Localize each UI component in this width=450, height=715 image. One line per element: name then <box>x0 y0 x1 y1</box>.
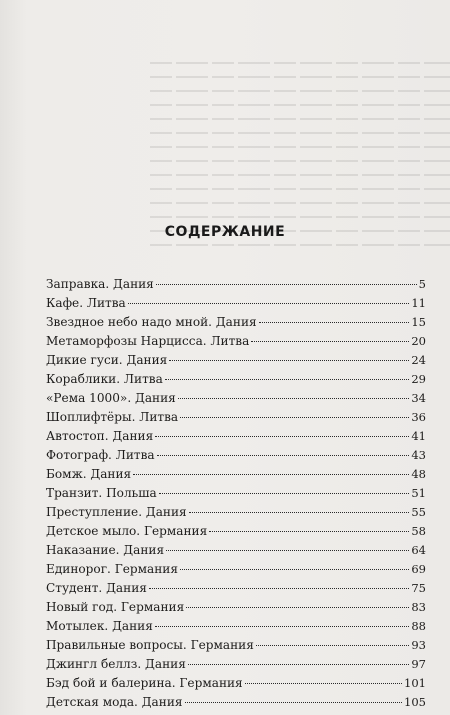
toc-entry-title: Правильные вопросы. Германия <box>46 638 254 652</box>
toc-leader-dots <box>156 284 417 285</box>
toc-entry-title: Звездное небо надо мной. Дания <box>46 315 257 329</box>
toc-leader-dots <box>157 455 410 456</box>
toc-entry <box>46 693 426 712</box>
toc-list <box>46 275 426 712</box>
toc-entry-page: 105 <box>404 695 426 709</box>
toc-leader-dots <box>245 683 402 684</box>
toc-entry-title: Метаморфозы Нарцисса. Литва <box>46 334 250 348</box>
toc-leader-dots <box>133 474 409 475</box>
toc-entry-title: Детское мыло. Германия <box>46 524 208 538</box>
toc-entry <box>46 465 426 484</box>
toc-entry-page: 75 <box>411 581 426 595</box>
toc-entry-page: 69 <box>411 562 426 576</box>
toc-entry-page: 20 <box>411 334 426 348</box>
toc-leader-dots <box>185 702 403 703</box>
toc-leader-dots <box>128 303 410 304</box>
toc-leader-dots <box>159 493 410 494</box>
toc-entry-page: 97 <box>411 657 426 671</box>
toc-entry-title: Шоплифтёры. Литва <box>46 410 179 424</box>
toc-leader-dots <box>180 417 409 418</box>
toc-entry <box>46 484 426 503</box>
toc-entry-title: Новый год. Германия <box>46 600 185 614</box>
toc-entry-title: Наказание. Дания <box>46 543 165 557</box>
toc-entry-title: Фотограф. Литва <box>46 448 155 462</box>
toc-entry <box>46 655 426 674</box>
toc-entry <box>46 636 426 655</box>
toc-entry <box>46 332 426 351</box>
toc-entry-title: Студент. Дания <box>46 581 147 595</box>
toc-entry-title: Заправка. Дания <box>46 277 154 291</box>
toc-entry <box>46 313 426 332</box>
toc-entry-page: 48 <box>411 467 426 481</box>
toc-entry <box>46 351 426 370</box>
toc-entry-page: 29 <box>411 372 426 386</box>
toc-entry <box>46 427 426 446</box>
toc-entry-page: 51 <box>411 486 426 500</box>
toc-leader-dots <box>188 664 410 665</box>
toc-entry-page: 58 <box>411 524 426 538</box>
toc-entry-page: 88 <box>411 619 426 633</box>
toc-leader-dots <box>256 645 410 646</box>
toc-entry-page: 36 <box>411 410 426 424</box>
toc-entry <box>46 598 426 617</box>
toc-entry-page: 64 <box>411 543 426 557</box>
toc-entry-page: 34 <box>411 391 426 405</box>
toc-leader-dots <box>186 607 409 608</box>
toc-entry-title: Кафе. Литва <box>46 296 126 310</box>
toc-leader-dots <box>155 436 409 437</box>
toc-entry-title: Автостоп. Дания <box>46 429 154 443</box>
toc-entry-page: 24 <box>411 353 426 367</box>
toc-entry <box>46 408 426 427</box>
toc-entry-title: Бэд бой и балерина. Германия <box>46 676 243 690</box>
toc-entry-title: Дикие гуси. Дания <box>46 353 168 367</box>
bleed-through-text <box>150 62 450 282</box>
toc-leader-dots <box>180 569 409 570</box>
toc-entry-title: Бомж. Дания <box>46 467 132 481</box>
toc-entry-title: Транзит. Польша <box>46 486 157 500</box>
toc-entry <box>46 617 426 636</box>
toc-leader-dots <box>209 531 409 532</box>
toc-entry <box>46 275 426 294</box>
toc-leader-dots <box>149 588 409 589</box>
toc-entry-page: 101 <box>404 676 426 690</box>
toc-entry <box>46 560 426 579</box>
toc-entry-title: Преступление. Дания <box>46 505 187 519</box>
toc-entry-page: 5 <box>418 277 426 291</box>
toc-entry <box>46 370 426 389</box>
toc-entry-title: Джингл беллз. Дания <box>46 657 186 671</box>
toc-entry-title: «Рема 1000». Дания <box>46 391 176 405</box>
toc-entry <box>46 579 426 598</box>
toc-leader-dots <box>169 360 409 361</box>
toc-entry-page: 41 <box>411 429 426 443</box>
toc-leader-dots <box>166 550 409 551</box>
toc-entry <box>46 522 426 541</box>
toc-leader-dots <box>251 341 409 342</box>
toc-leader-dots <box>259 322 410 323</box>
toc-entry <box>46 389 426 408</box>
toc-entry-page: 15 <box>411 315 426 329</box>
toc-entry <box>46 541 426 560</box>
toc-entry-title: Детская мода. Дания <box>46 695 183 709</box>
toc-entry <box>46 503 426 522</box>
toc-title: СОДЕРЖАНИЕ <box>164 224 286 240</box>
toc-entry <box>46 294 426 313</box>
toc-entry <box>46 446 426 465</box>
toc-entry-page: 83 <box>411 600 426 614</box>
toc-entry-title: Единорог. Германия <box>46 562 178 576</box>
toc-entry <box>46 674 426 693</box>
toc-entry-page: 93 <box>411 638 426 652</box>
toc-entry-title: Кораблики. Литва <box>46 372 163 386</box>
toc-leader-dots <box>178 398 410 399</box>
toc-entry-page: 55 <box>411 505 426 519</box>
toc-entry-page: 11 <box>411 296 426 310</box>
toc-entry-title: Мотылек. Дания <box>46 619 153 633</box>
toc-entry-page: 43 <box>411 448 426 462</box>
toc-leader-dots <box>189 512 410 513</box>
toc-leader-dots <box>165 379 410 380</box>
toc-leader-dots <box>155 626 409 627</box>
